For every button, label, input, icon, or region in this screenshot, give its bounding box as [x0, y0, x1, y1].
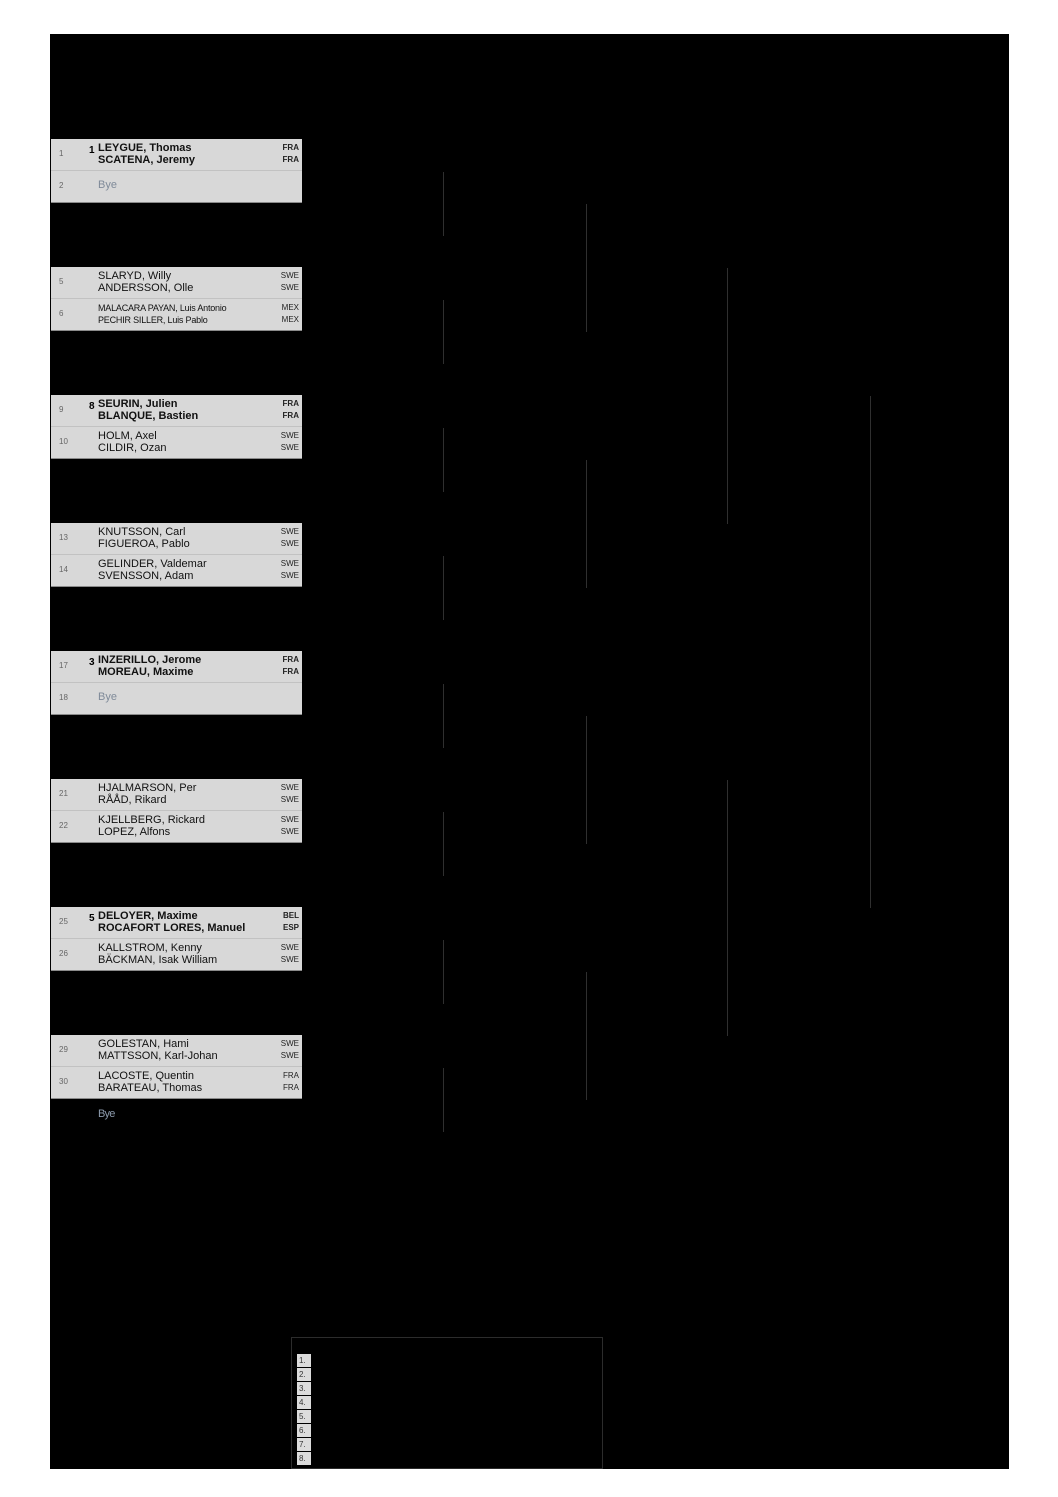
nation-code: SWE [280, 783, 299, 792]
player-name: KALLSTROM, Kenny [98, 942, 202, 954]
nation-code: SWE [280, 943, 299, 952]
draw-line [51, 555, 302, 587]
nation-code: FRA [283, 1083, 299, 1092]
draw-line [51, 427, 302, 459]
player-name: LOPEZ, Alfons [98, 826, 171, 838]
seed-list-item: 3. [297, 1382, 311, 1395]
player-name: SVENSSON, Adam [98, 570, 194, 582]
bracket-line [727, 268, 728, 524]
player-name: ROCAFORT LORES, Manuel [98, 922, 246, 934]
player-name: MALACARA PAYAN, Luis Antonio [98, 303, 227, 313]
player-name: HOLM, Axel [98, 430, 157, 442]
player-name: DELOYER, Maxime [98, 910, 198, 922]
draw-position-number: 29 [59, 1045, 68, 1054]
draw-line [51, 523, 302, 555]
seed-list-item: 2. [297, 1368, 311, 1381]
nation-code: FRA [282, 411, 299, 420]
bracket-line [443, 940, 444, 1004]
bracket-line [586, 972, 587, 1100]
player-name: GOLESTAN, Hami [98, 1038, 189, 1050]
nation-code: MEX [281, 303, 299, 312]
draw-line [51, 1035, 302, 1067]
player-name: BÄCKMAN, Isak William [98, 954, 218, 966]
draw-position-number: 30 [59, 1077, 68, 1086]
bracket-line [443, 556, 444, 620]
draw-match-1 [51, 139, 302, 203]
player-name: LACOSTE, Quentin [98, 1070, 194, 1082]
nation-code: ESP [282, 923, 299, 932]
player-name: KNUTSSON, Carl [98, 526, 186, 538]
draw-line [51, 171, 302, 203]
player-name: SEURIN, Julien [98, 398, 178, 410]
bracket-line [443, 300, 444, 364]
nation-code: SWE [280, 571, 299, 580]
player-name: SCATENA, Jeremy [98, 154, 195, 166]
draw-line [51, 651, 302, 683]
player-name: CILDIR, Ozan [98, 442, 167, 454]
draw-line [51, 267, 302, 299]
draw-line [51, 779, 302, 811]
draw-line [51, 299, 302, 331]
seed-list-item: 4. [297, 1396, 311, 1409]
seed-list-item: 1. [297, 1354, 311, 1367]
draw-position-number: 13 [59, 533, 68, 542]
nation-code: BEL [283, 911, 299, 920]
player-name: LEYGUE, Thomas [98, 142, 192, 154]
nation-code: FRA [282, 655, 299, 664]
seed-number: 3 [89, 657, 95, 668]
nation-code: MEX [281, 315, 299, 324]
bye-label: Bye [98, 691, 117, 703]
draw-position-number: 6 [59, 309, 64, 318]
player-name: BLANQUE, Bastien [98, 410, 199, 422]
bracket-line [870, 396, 871, 908]
bracket-line [443, 172, 444, 236]
draw-position-number: 21 [59, 789, 68, 798]
nation-code: SWE [280, 443, 299, 452]
draw-match-8 [51, 1035, 302, 1099]
player-name: GELINDER, Valdemar [98, 558, 207, 570]
draw-position-number: 1 [59, 149, 64, 158]
nation-code: SWE [280, 271, 299, 280]
draw-position-number: 2 [59, 181, 64, 190]
bracket-line [443, 684, 444, 748]
nation-code: FRA [282, 667, 299, 676]
nation-code: SWE [280, 827, 299, 836]
draw-position-number: 22 [59, 821, 68, 830]
draw-line [51, 907, 302, 939]
seed-list-item: 6. [297, 1424, 311, 1437]
bracket-line [586, 460, 587, 588]
bracket-line [586, 716, 587, 844]
draw-match-3 [51, 395, 302, 459]
nation-code: SWE [280, 955, 299, 964]
bracket-line [443, 812, 444, 876]
nation-code: FRA [282, 155, 299, 164]
draw-position-number: 9 [59, 405, 64, 414]
draw-position-number: 5 [59, 277, 64, 286]
player-name: KJELLBERG, Rickard [98, 814, 205, 826]
nation-code: SWE [280, 527, 299, 536]
draw-line [51, 683, 302, 715]
draw-line [51, 939, 302, 971]
draw-position-number: 14 [59, 565, 68, 574]
nation-code: SWE [280, 815, 299, 824]
draw-line [51, 811, 302, 843]
player-name: RÅÅD, Rikard [98, 794, 167, 806]
draw-line [51, 1067, 302, 1099]
bye-label: Bye [98, 179, 117, 191]
bracket-line [443, 428, 444, 492]
player-name: FIGUEROA, Pablo [98, 538, 190, 550]
draw-position-number: 17 [59, 661, 68, 670]
seed-number: 1 [89, 145, 95, 156]
draw-match-5 [51, 651, 302, 715]
nation-code: SWE [280, 1039, 299, 1048]
nation-code: SWE [280, 559, 299, 568]
draw-line [51, 395, 302, 427]
seed-list-item: 5. [297, 1410, 311, 1423]
nation-code: FRA [282, 399, 299, 408]
draw-match-2 [51, 267, 302, 331]
nation-code: SWE [280, 431, 299, 440]
player-name: MOREAU, Maxime [98, 666, 194, 678]
draw-sheet [50, 34, 1009, 1469]
bracket-line [443, 1068, 444, 1132]
draw-line [51, 139, 302, 171]
seed-number: 5 [89, 913, 95, 924]
player-name: BARATEAU, Thomas [98, 1082, 203, 1094]
player-name: INZERILLO, Jerome [98, 654, 202, 666]
seed-number: 8 [89, 401, 95, 412]
bracket-line [727, 780, 728, 1036]
player-name: PECHIR SILLER, Luis Pablo [98, 315, 208, 325]
seed-list-item: 7. [297, 1438, 311, 1451]
bye-label: Bye [98, 1108, 115, 1120]
draw-match-4 [51, 523, 302, 587]
player-name: HJALMARSON, Per [98, 782, 197, 794]
player-name: ANDERSSON, Olle [98, 282, 194, 294]
draw-position-number: 26 [59, 949, 68, 958]
seeded-list-box [291, 1337, 603, 1469]
draw-match-6 [51, 779, 302, 843]
nation-code: FRA [282, 143, 299, 152]
player-name: SLARYD, Willy [98, 270, 172, 282]
nation-code: SWE [280, 795, 299, 804]
draw-position-number: 25 [59, 917, 68, 926]
draw-position-number: 18 [59, 693, 68, 702]
bracket-line [586, 204, 587, 332]
nation-code: FRA [283, 1071, 299, 1080]
seed-list-item: 8. [297, 1452, 311, 1465]
nation-code: SWE [280, 283, 299, 292]
draw-position-number: 10 [59, 437, 68, 446]
nation-code: SWE [280, 1051, 299, 1060]
nation-code: SWE [280, 539, 299, 548]
draw-match-7 [51, 907, 302, 971]
player-name: MATTSSON, Karl-Johan [98, 1050, 218, 1062]
